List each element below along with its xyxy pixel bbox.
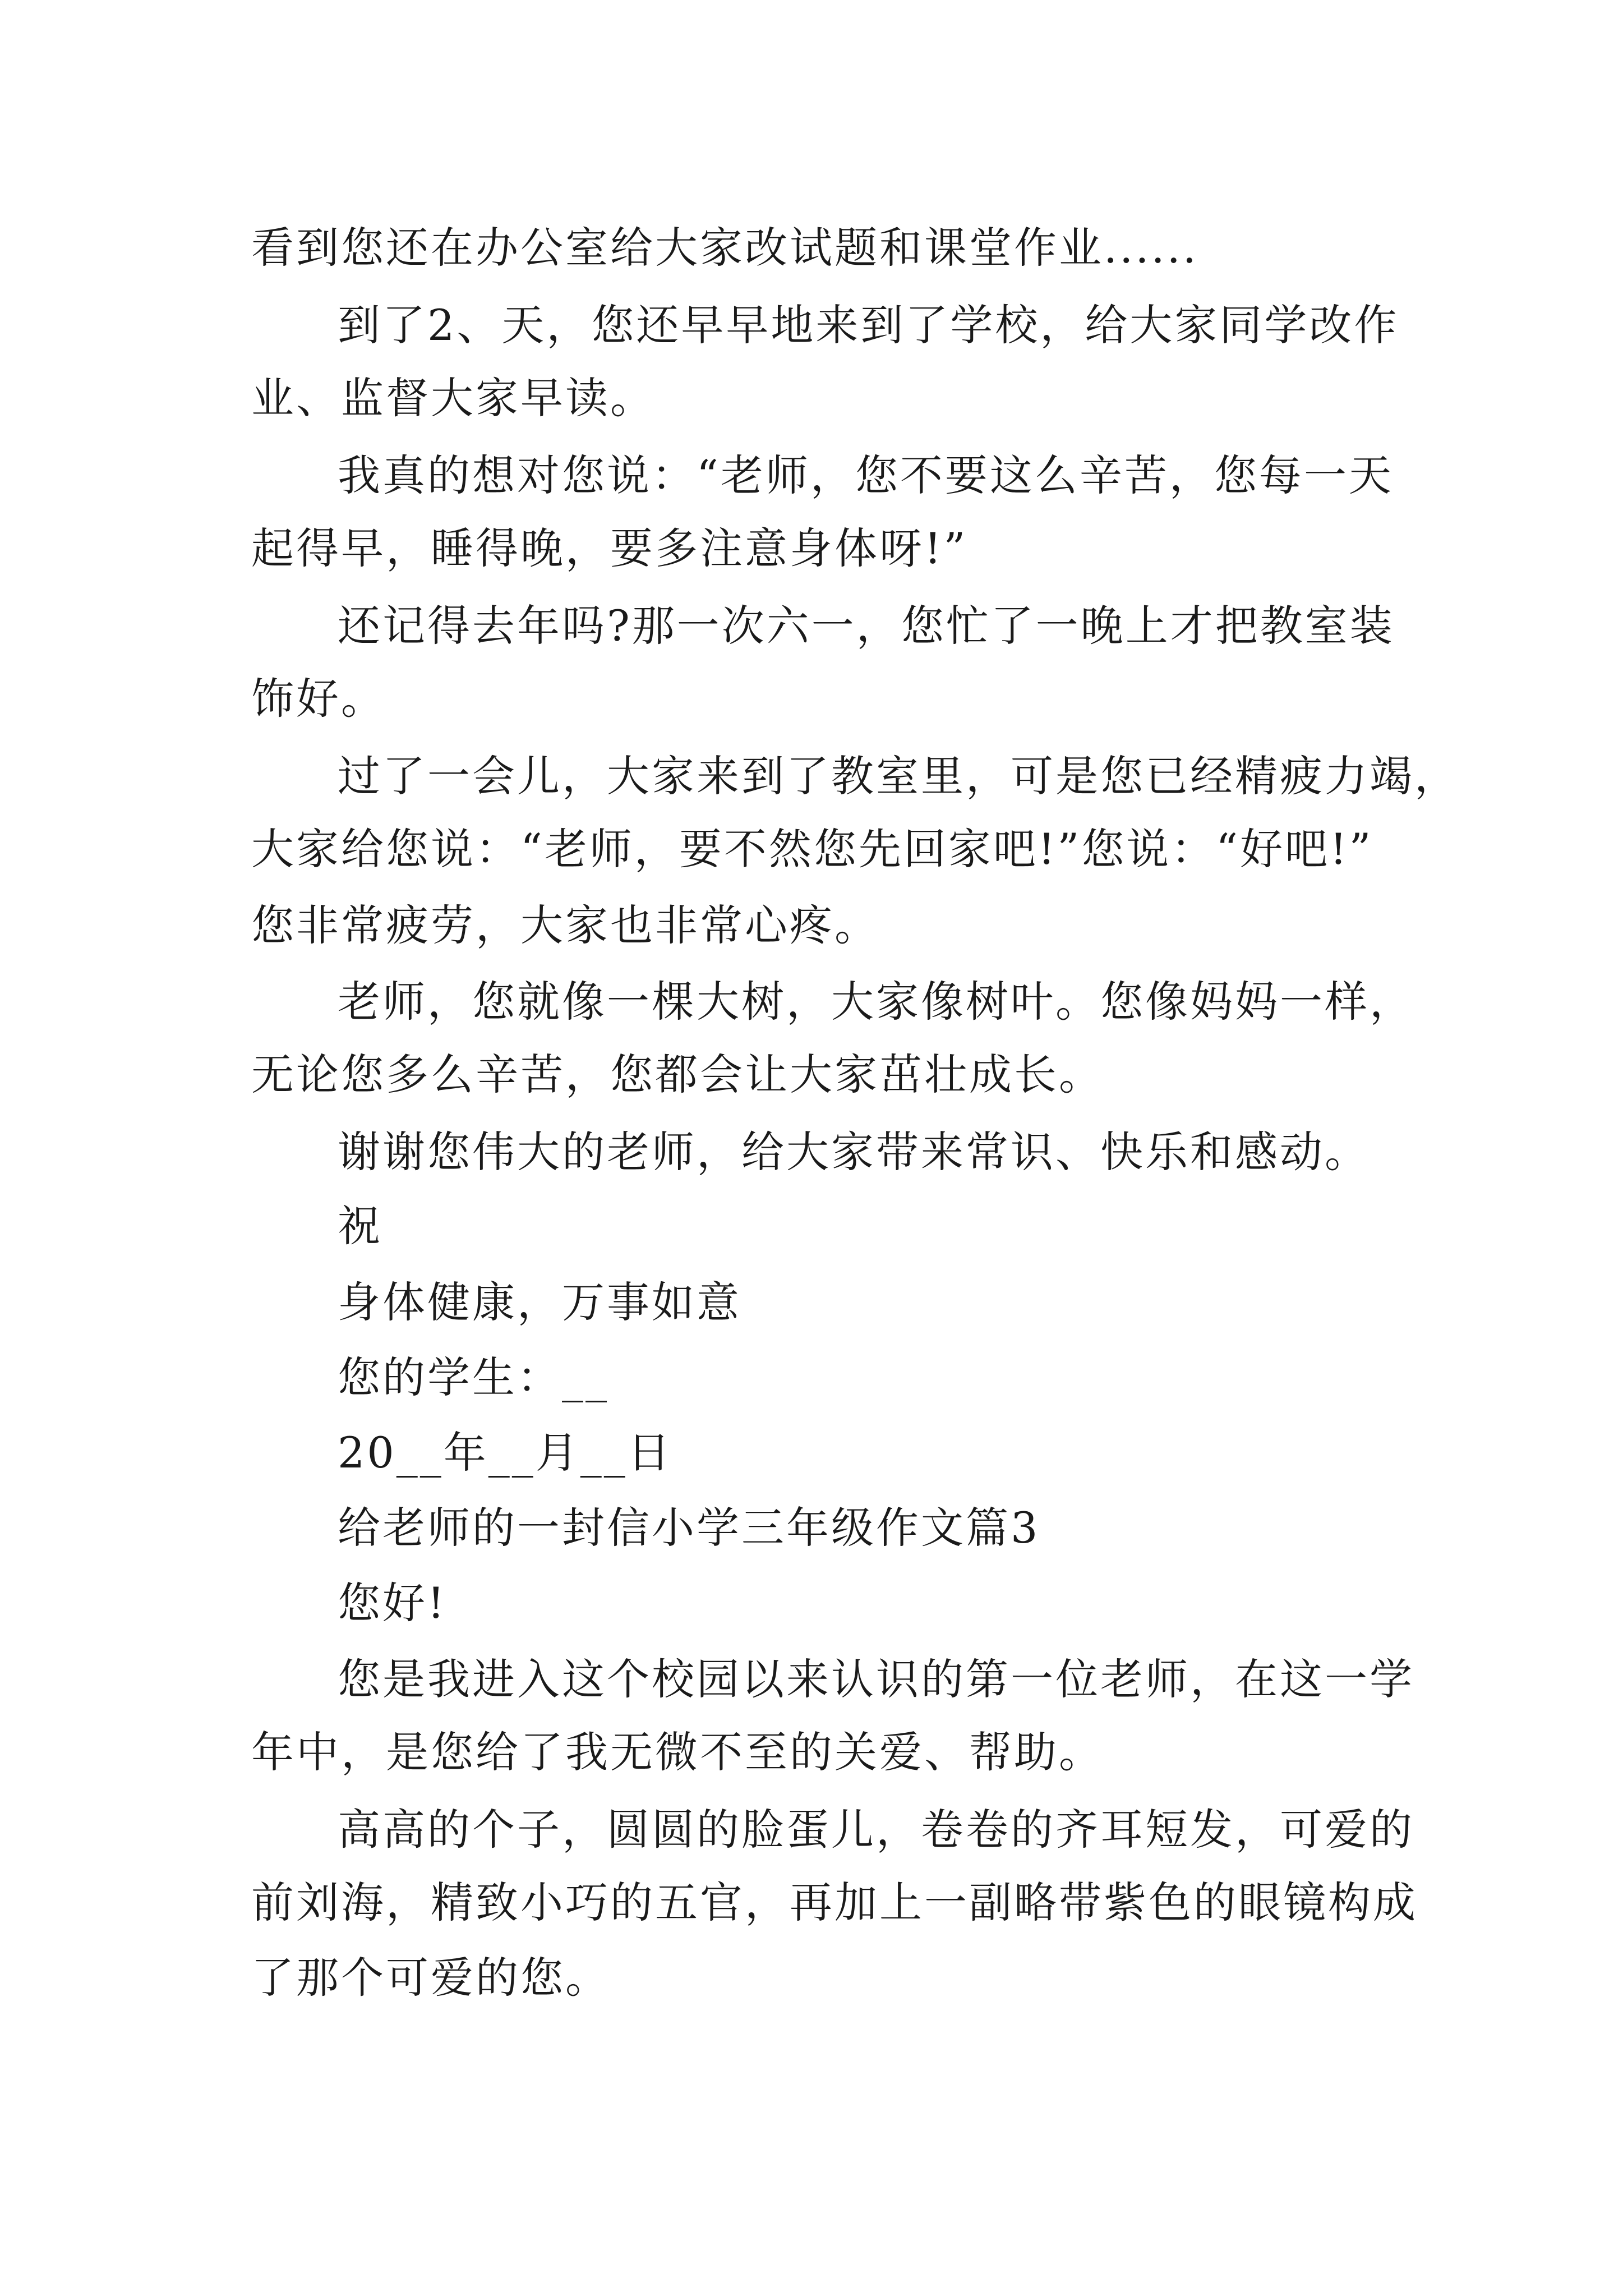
text-line: 饰好。 [251, 674, 386, 724]
text-line: 大家给您说：“老师，要不然您先回家吧!”您说：“好吧!” [251, 824, 1373, 874]
text-line: 过了一会儿，大家来到了教室里，可是您已经精疲力竭， [338, 751, 1459, 801]
text-line: 祝 [338, 1201, 382, 1251]
text-line: 年中，是您给了我无微不至的关爱、帮助。 [251, 1727, 1104, 1777]
text-line: 您是我进入这个校园以来认识的第一位老师，在这一学 [338, 1654, 1414, 1704]
text-line: 身体健康，万事如意 [338, 1277, 741, 1327]
text-line: 老师，您就像一棵大树，大家像树叶。您像妈妈一样， [338, 977, 1414, 1027]
text-line: 您非常疲劳，大家也非常心疼。 [251, 900, 879, 950]
text-line: 业、监督大家早读。 [251, 373, 655, 423]
text-line: 给老师的一封信小学三年级作文篇3 [338, 1503, 1040, 1553]
text-line: 无论您多么辛苦，您都会让大家茁壮成长。 [251, 1050, 1104, 1099]
text-line: 谢谢您伟大的老师，给大家带来常识、快乐和感动。 [338, 1127, 1370, 1177]
text-line: 高高的个子，圆圆的脸蛋儿，卷卷的齐耳短发，可爱的 [338, 1805, 1414, 1855]
text-line: 您的学生：__ [338, 1352, 609, 1402]
text-line: 您好! [338, 1578, 447, 1628]
text-line: 20__年__月__日 [338, 1428, 672, 1478]
text-line: 还记得去年吗?那一次六一，您忙了一晚上才把教室装 [338, 601, 1395, 651]
text-line: 到了2、天，您还早早地来到了学校，给大家同学改作 [338, 300, 1399, 350]
text-line: 前刘海，精致小巧的五官，再加上一副略带紫色的眼镜构成 [251, 1878, 1418, 1927]
text-line: 起得早，睡得晚，要多注意身体呀!” [251, 523, 968, 573]
text-line: 看到您还在办公室给大家改试题和课堂作业...... [251, 223, 1198, 273]
text-line: 我真的想对您说：“老师，您不要这么辛苦，您每一天 [338, 450, 1394, 500]
text-line: 了那个可爱的您。 [251, 1953, 610, 2003]
